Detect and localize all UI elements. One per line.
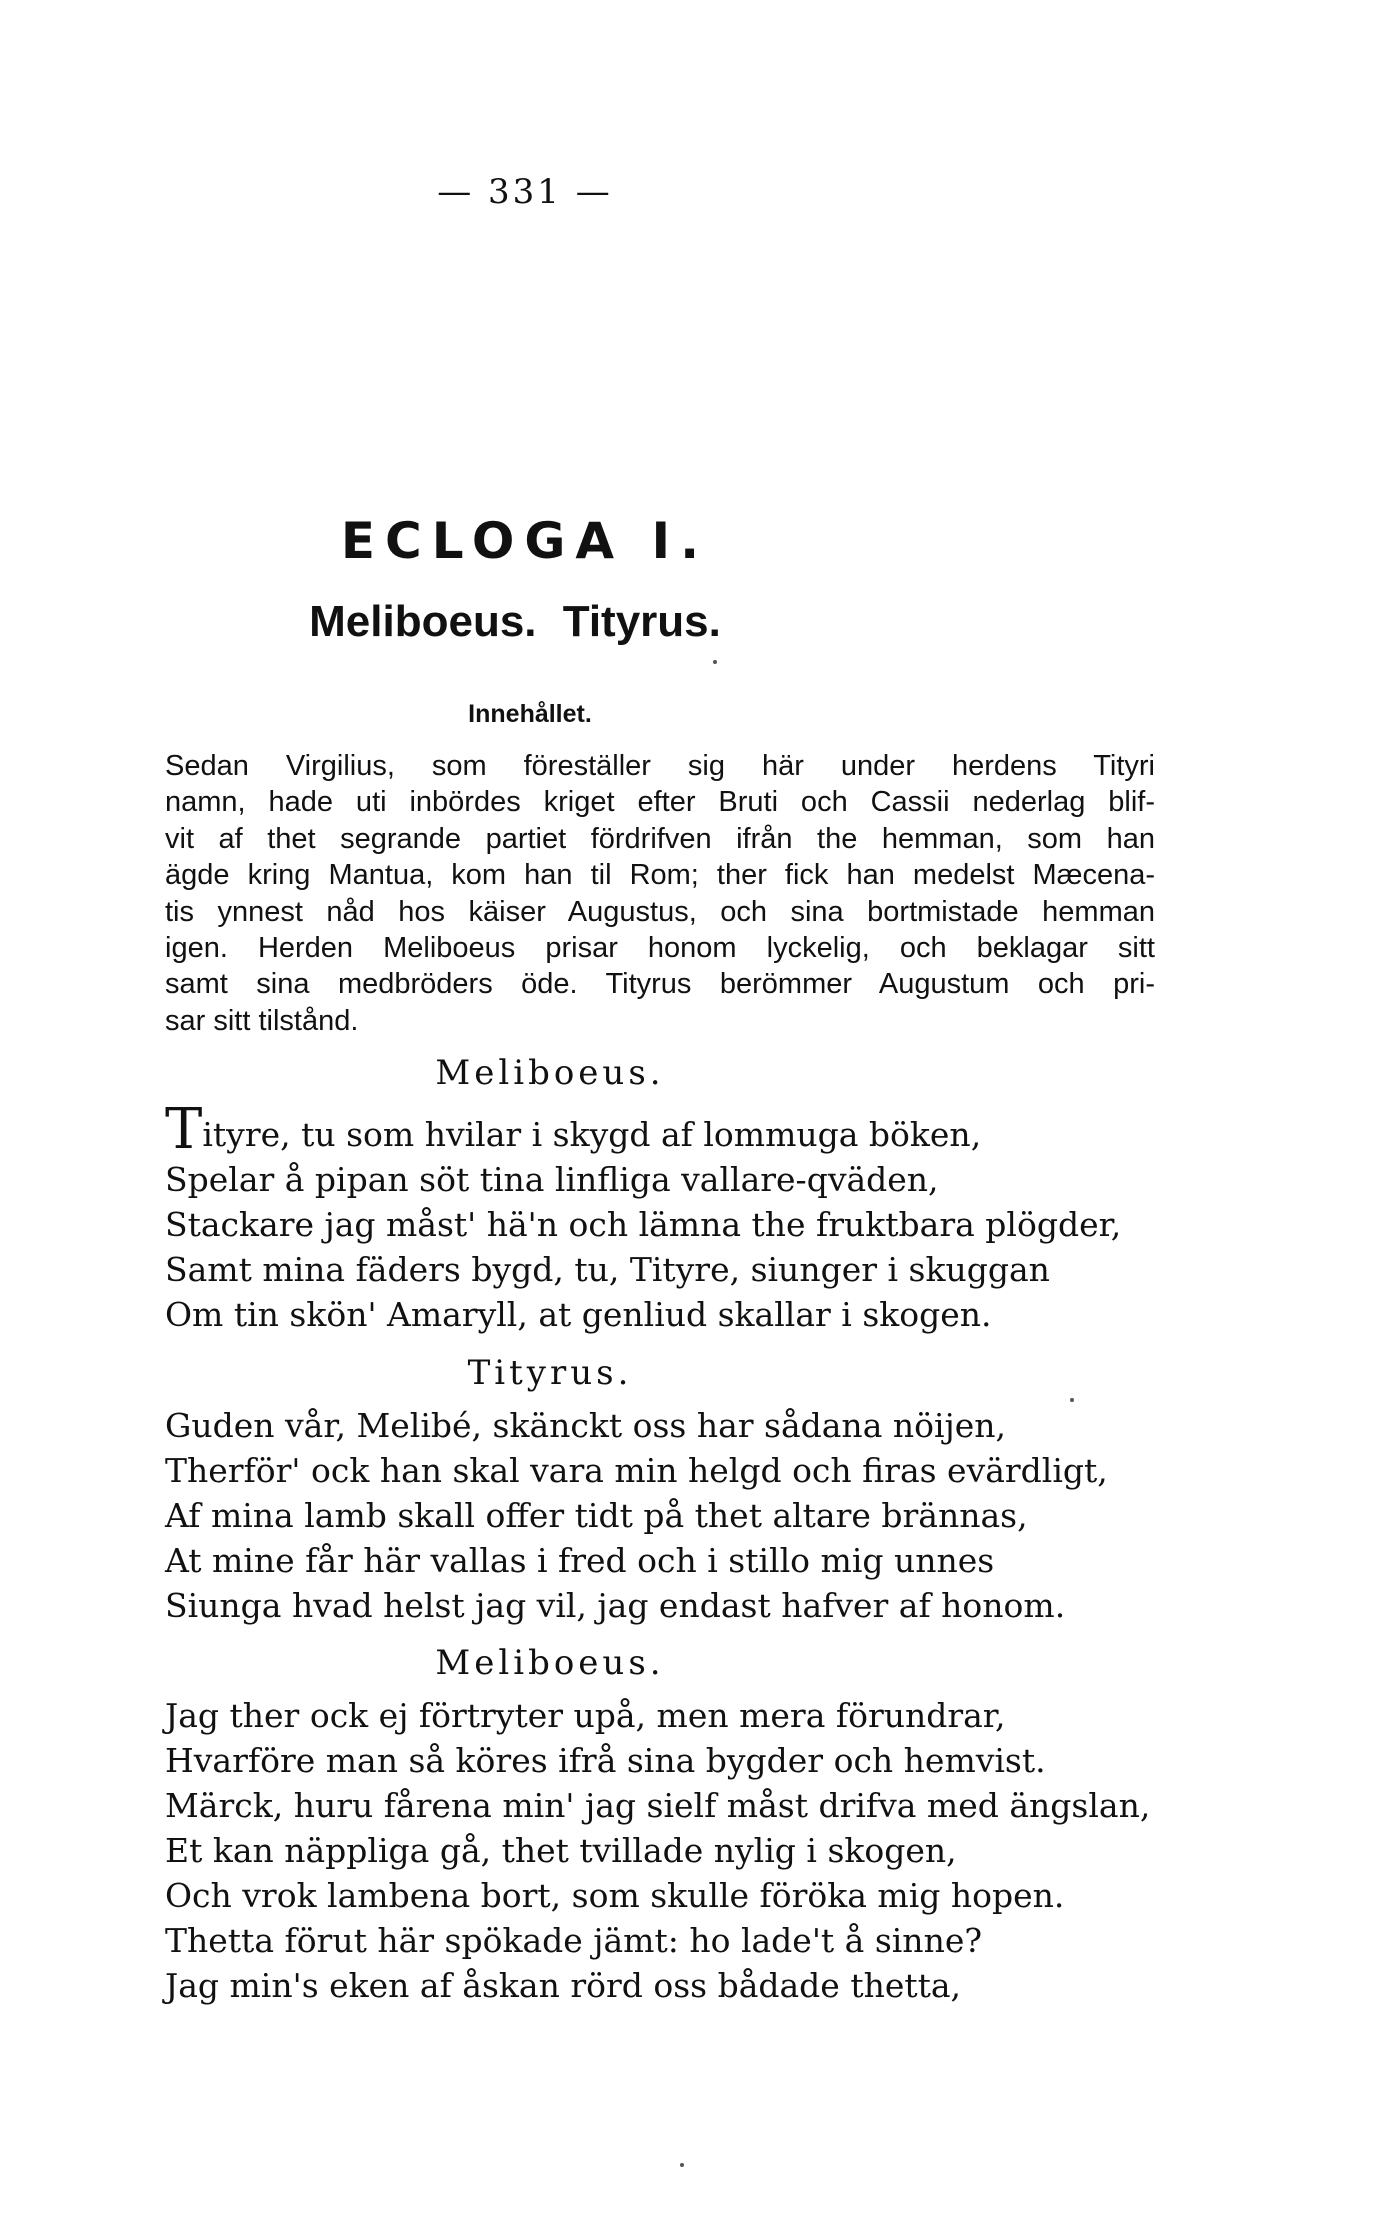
- verse-line: Om tin skön' Amaryll, at genliud skallar i skogen.: [165, 1295, 992, 1334]
- verse-line: Stackare jag måst' hä'n och lämna the fruktbara plögder,: [165, 1205, 1122, 1244]
- verse-line-text: ityre, tu som hvilar i skygd af lommuga böken,: [202, 1115, 982, 1154]
- speaker-heading: Meliboeus.: [435, 1643, 665, 1683]
- verse-line: Märck, huru fårena min' jag sielf måst drifva med ängslan,: [165, 1786, 1151, 1825]
- speaker-heading: Meliboeus.: [435, 1053, 665, 1093]
- verse-line: At mine får här vallas i fred och i stillo mig unnes: [165, 1541, 995, 1580]
- print-speck: [680, 2163, 684, 2167]
- verse-line: Af mina lamb skall offer tidt på thet altare brännas,: [165, 1496, 1028, 1535]
- print-speck: [713, 660, 717, 664]
- summary-line: Sedan Virgilius, som föreställer sig här under herdens Tityri: [165, 750, 1155, 782]
- summary-line: samt sina medbröders öde. Tityrus berömmer Augustum och pri-: [165, 968, 1155, 1001]
- verse-line: Et kan näppliga gå, thet tvillade nylig i skogen,: [165, 1831, 957, 1870]
- summary-line: ägde kring Mantua, kom han til Rom; ther fick han medelst Mæcena-: [165, 859, 1155, 892]
- drop-cap: T: [165, 1097, 203, 1162]
- verse-line: Hvarföre man så köres ifrå sina bygder och hemvist.: [165, 1741, 1046, 1780]
- speaker-heading: Tityrus.: [467, 1353, 633, 1393]
- verse-line: Och vrok lambena bort, som skulle föröka mig hopen.: [165, 1876, 1065, 1915]
- verse-line: [165, 1097, 1165, 1162]
- verse-line: Guden vår, Melibé, skänckt oss har sådana nöijen,: [165, 1406, 1007, 1445]
- summary-line: tis ynnest nåd hos käiser Augustus, och sina bortmistade hemman: [165, 895, 1155, 928]
- verse-stanza: [165, 1097, 1165, 1337]
- print-speck: [1070, 1398, 1074, 1402]
- page-number: — 331 —: [437, 172, 613, 212]
- summary-line: sar sitt tilstånd.: [165, 1004, 359, 1037]
- verse-line: Siunga hvad helst jag vil, jag endast hafver af honom.: [165, 1586, 1066, 1625]
- summary-line: igen. Herden Meliboeus prisar honom lyckelig, och beklagar sitt: [165, 932, 1155, 965]
- summary-paragraph: [165, 748, 1155, 1039]
- summary-line: vit af thet segrande partiet fördrifven ifrån the hemman, som han: [165, 822, 1155, 855]
- speakers-heading: Meliboeus. Tityrus.: [309, 597, 721, 646]
- verse-line: Jag ther ock ej förtryter upå, men mera förundrar,: [165, 1696, 1006, 1735]
- verse-line: Samt mina fäders bygd, tu, Tityre, siunger i skuggan: [165, 1250, 1050, 1289]
- verse-line: Therför' ock han skal vara min helgd och firas evärdligt,: [165, 1451, 1108, 1490]
- verse-line: Thetta förut här spökade jämt: ho lade't å sinne?: [165, 1921, 983, 1960]
- eclogue-title: ECLOGA I.: [340, 512, 710, 570]
- verse-line: Spelar å pipan söt tina linfliga vallare-qväden,: [165, 1160, 939, 1199]
- verse-stanza: [165, 1693, 1165, 2008]
- verse-line: Jag min's eken af åskan rörd oss bådade thetta,: [165, 1966, 962, 2005]
- summary-line: namn, hade uti inbördes kriget efter Bruti och Cassii nederlag blif-: [165, 786, 1155, 819]
- contents-label: Innehållet.: [468, 700, 592, 728]
- verse-stanza: [165, 1403, 1165, 1628]
